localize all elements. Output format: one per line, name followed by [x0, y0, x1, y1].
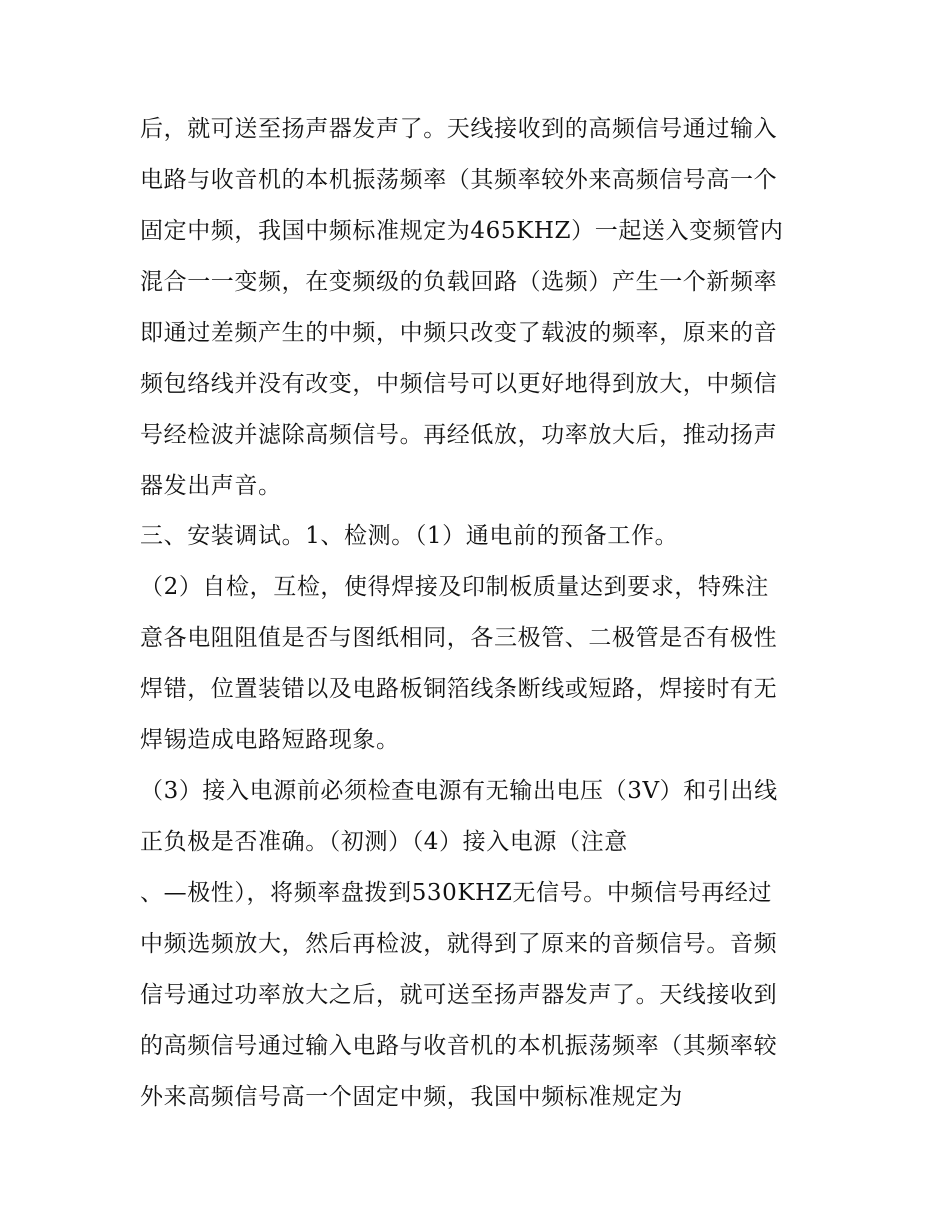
text-line: 意各电阻阻值是否与图纸相同，各三极管、二极管是否有极性 — [140, 625, 778, 651]
text-line: 后，就可送至扬声器发声了。天线接收到的高频信号通过输入 — [140, 116, 778, 142]
text-line: 电路与收音机的本机振荡频率（其频率较外来高频信号高一个 — [140, 167, 778, 193]
text-line: 频包络线并没有改变，中频信号可以更好地得到放大，中频信 — [140, 371, 778, 397]
text-line: 混合一一变频，在变频级的负载回路（选频）产生一个新频率 — [140, 269, 778, 295]
text-line: 即通过差频产生的中频，中频只改变了载波的频率，原来的音 — [140, 320, 778, 346]
text-line: 、—极性），将频率盘拨到530KHZ无信号。中频信号再经过 — [140, 880, 773, 906]
text-line: 中频选频放大，然后再检波，就得到了原来的音频信号。音频 — [140, 931, 778, 957]
text-line: 外来高频信号高一个固定中频，我国中频标准规定为 — [140, 1084, 683, 1110]
section-heading-line: 三、安装调试。1、检测。（1）通电前的预备工作。 — [140, 523, 679, 549]
text-line: 器发出声音。 — [140, 473, 282, 499]
text-line: 正负极是否准确。（初测）（4）接入电源（注意 — [140, 829, 628, 855]
text-line: （2）自检，互检，使得焊接及印制板质量达到要求，特殊注 — [140, 574, 769, 600]
text-line: （3）接入电源前必须检查电源有无输出电压（3V）和引出线 — [140, 778, 778, 804]
text-line: 固定中频，我国中频标准规定为465KHZ）一起送入变频管内 — [140, 218, 784, 244]
text-line: 信号通过功率放大之后，就可送至扬声器发声了。天线接收到 — [140, 982, 778, 1008]
text-line: 的高频信号通过输入电路与收音机的本机振荡频率（其频率较 — [140, 1033, 778, 1059]
text-line: 号经检波并滤除高频信号。再经低放，功率放大后，推动扬声 — [140, 422, 778, 448]
text-line: 焊锡造成电路短路现象。 — [140, 727, 400, 753]
text-line: 焊错，位置装错以及电路板铜箔线条断线或短路，焊接时有无 — [140, 676, 778, 702]
